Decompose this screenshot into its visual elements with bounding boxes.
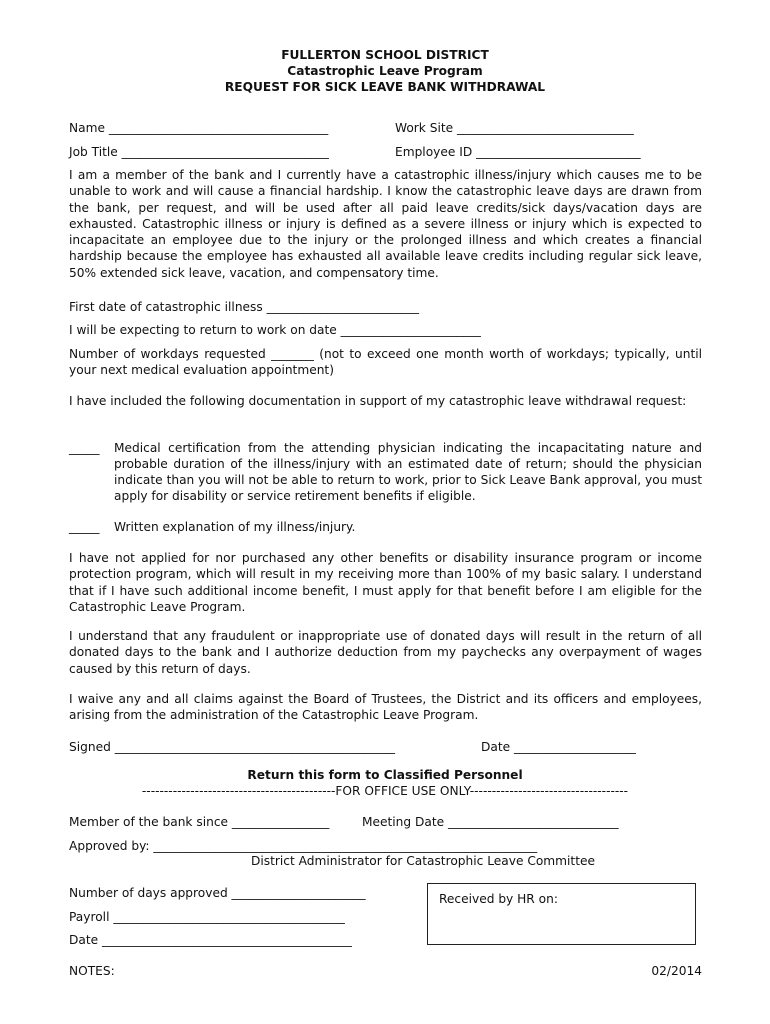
approved-by-field[interactable]: Approved by: _______________________________________________________________	[69, 839, 538, 853]
signed-field[interactable]: Signed ______________________________________________	[69, 740, 396, 754]
signed-date-field[interactable]: Date ____________________	[481, 740, 636, 754]
district-name: FULLERTON SCHOOL DISTRICT	[281, 48, 489, 62]
checklist-blank-medical[interactable]: _____	[69, 441, 100, 455]
checklist-text-medical: Medical certification from the attending physician indicating the incapacitating nature and probable duration of the illness/injury with an estimated date of return; should the physician indicate than you will not be able to return to work, prior to Sick Leave Bank approval, you must apply for disability or service retirement benefits if eligible.	[114, 441, 702, 503]
meeting-date-field[interactable]: Meeting Date ____________________________	[362, 815, 619, 829]
name-field[interactable]: Name ____________________________________	[69, 121, 329, 135]
return-form-instruction: Return this form to Classified Personnel	[247, 768, 523, 782]
checklist-text-explanation: Written explanation of my illness/injury.	[114, 520, 356, 534]
member-since-field[interactable]: Member of the bank since ________________	[69, 815, 330, 829]
job-title-field[interactable]: Job Title __________________________________	[69, 145, 329, 159]
form-title: REQUEST FOR SICK LEAVE BANK WITHDRAWAL	[224, 80, 546, 94]
payroll-field[interactable]: Payroll ______________________________________	[69, 910, 345, 924]
office-date-field[interactable]: Date _________________________________________	[69, 933, 352, 947]
intro-paragraph: I am a member of the bank and I currently have a catastrophic illness/injury which causes me to be unable to work and will cause a financial hardship. I know the catastrophic leave days are drawn from the bank, per request, and will be used after all paid leave credits/sick days/vacation days are exhausted. Catastrophic illness or injury is defined as a severe illness or injury which is expected to incapacitate an employee due to the injury or the prolonged illness and which creates a financial hardship because the employee has exhausted all available leave credits including regular sick leave, 50% extended sick leave, vacation, and compensatory time.	[69, 168, 702, 280]
program-name: Catastrophic Leave Program	[287, 64, 483, 78]
checklist-item-medical	[69, 440, 702, 504]
documentation-paragraph: I have included the following documentation in support of my catastrophic leave withdrawal request:	[69, 394, 687, 408]
office-use-divider: --------------------------------------------FOR OFFICE USE ONLY------------------------------------	[141, 784, 629, 798]
days-approved-field[interactable]: Number of days approved ______________________	[69, 886, 366, 900]
first-date-field[interactable]: First date of catastrophic illness _________________________	[69, 300, 419, 314]
checklist-blank-explanation[interactable]: _____	[69, 520, 100, 534]
received-by-hr-box[interactable]	[427, 883, 696, 945]
return-date-field[interactable]: I will be expecting to return to work on date _______________________	[69, 323, 481, 337]
form-revision-date: 02/2014	[651, 964, 702, 978]
waive-paragraph: I waive any and all claims against the Board of Trustees, the District and its officers and employees, arising from the administration of the Catastrophic Leave Program.	[69, 692, 702, 723]
checklist-item-explanation	[69, 519, 702, 535]
employee-id-field[interactable]: Employee ID ___________________________	[395, 145, 641, 159]
notes-label: NOTES:	[69, 964, 115, 978]
benefits-paragraph: I have not applied for nor purchased any other benefits or disability insurance program or income protection program, which will result in my receiving more than 100% of my basic salary. I understand that if I have such additional income benefit, I must apply for that benefit before I am eligible for the Catastrophic Leave Program.	[69, 551, 702, 614]
fraud-paragraph: I understand that any fraudulent or inappropriate use of donated days will result in the return of all donated days to the bank and I authorize deduction from my paychecks any overpayment of wages caused by this return of days.	[69, 629, 702, 676]
received-by-hr-label: Received by HR on:	[439, 892, 558, 906]
form-header	[0, 47, 770, 95]
administrator-caption: District Administrator for Catastrophic Leave Committee	[251, 854, 595, 868]
work-site-field[interactable]: Work Site _____________________________	[395, 121, 634, 135]
workdays-paragraph: Number of workdays requested _______ (not to exceed one month worth of workdays; typically, until your next medical evaluation appointment)	[69, 347, 702, 378]
